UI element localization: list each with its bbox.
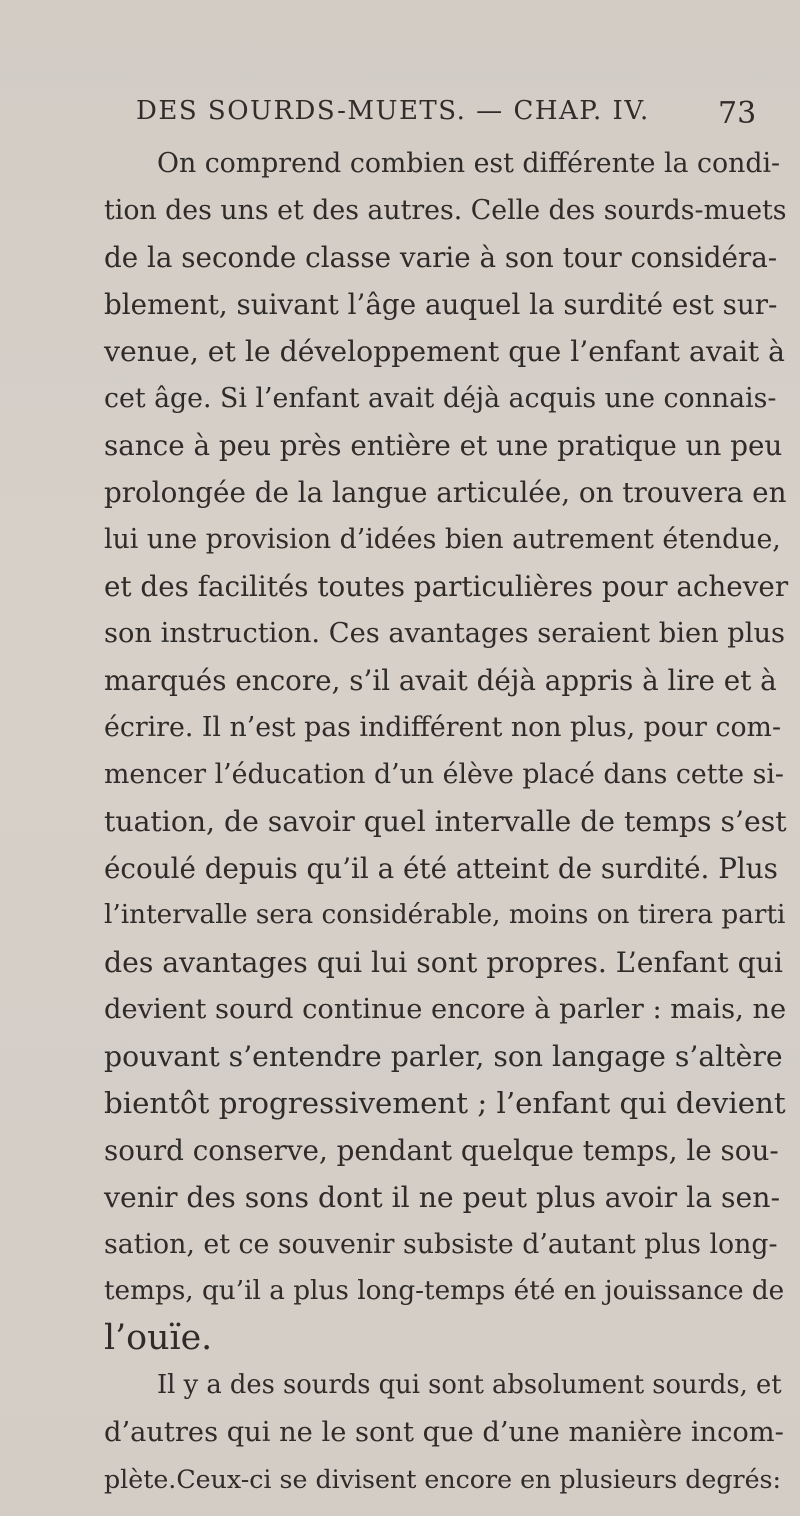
text-line: sation, et ce souvenir subsiste d’autant plus long-	[104, 1229, 778, 1260]
text-line: mencer l’éducation d’un élève placé dans cette si-	[104, 759, 784, 790]
text-line: l’ouïe.	[104, 1318, 213, 1358]
text-line: venir des sons dont il ne peut plus avoir la sen-	[104, 1181, 781, 1214]
text-line: sourd conserve, pendant quelque temps, le sou-	[104, 1134, 779, 1167]
text-line: tuation, de savoir quel intervalle de temps s’est	[104, 805, 787, 838]
text-line: devient sourd continue encore à parler : mais, ne	[104, 994, 787, 1025]
text-line: blement, suivant l’âge auquel la surdité est sur-	[104, 288, 778, 321]
text-line: sance à peu près entière et une pratique un peu	[104, 429, 783, 462]
text-line: d’autres qui ne le sont que d’une manière incom-	[104, 1417, 784, 1448]
text-line: l’intervalle sera considérable, moins on tirera parti	[104, 900, 786, 930]
text-line: marqués encore, s’il avait déjà appris à lire et à	[104, 664, 777, 697]
text-line: prolongée de la langue articulée, on trouvera en	[104, 476, 787, 509]
text-line: Il y a des sourds qui sont absolument sourds, et	[157, 1370, 782, 1400]
text-line: et des facilités toutes particulières pour achever	[104, 570, 789, 603]
text-line: cet âge. Si l’enfant avait déjà acquis une connais-	[104, 383, 777, 414]
text-line: On comprend combien est différente la condi-	[157, 148, 781, 179]
text-line: venue, et le développement que l’enfant avait à	[104, 335, 785, 368]
text-line: tion des uns et des autres. Celle des sourds-muets	[104, 195, 787, 226]
running-head	[0, 96, 800, 136]
running-title: DES SOURDS-MUETS. — CHAP. IV.	[136, 96, 650, 126]
text-line: temps, qu’il a plus long-temps été en jouissance de	[104, 1276, 785, 1306]
text-line: de la seconde classe varie à son tour considéra-	[104, 241, 778, 274]
text-line: écoulé depuis qu’il a été atteint de surdité. Plus	[104, 852, 778, 885]
text-line: plète.Ceux-ci se divisent encore en plusieurs degrés:	[104, 1465, 782, 1494]
text-line: son instruction. Ces avantages seraient bien plus	[104, 618, 786, 649]
page-number: 73	[718, 96, 757, 131]
text-line: pouvant s’entendre parler, son langage s’altère	[104, 1040, 783, 1073]
text-line: des avantages qui lui sont propres. L’enfant qui	[104, 946, 783, 979]
text-line: bientôt progressivement ; l’enfant qui devient	[104, 1086, 786, 1120]
text-line: lui une provision d’idées bien autrement étendue,	[104, 524, 781, 555]
text-line: écrire. Il n’est pas indifférent non plus, pour com-	[104, 712, 781, 743]
